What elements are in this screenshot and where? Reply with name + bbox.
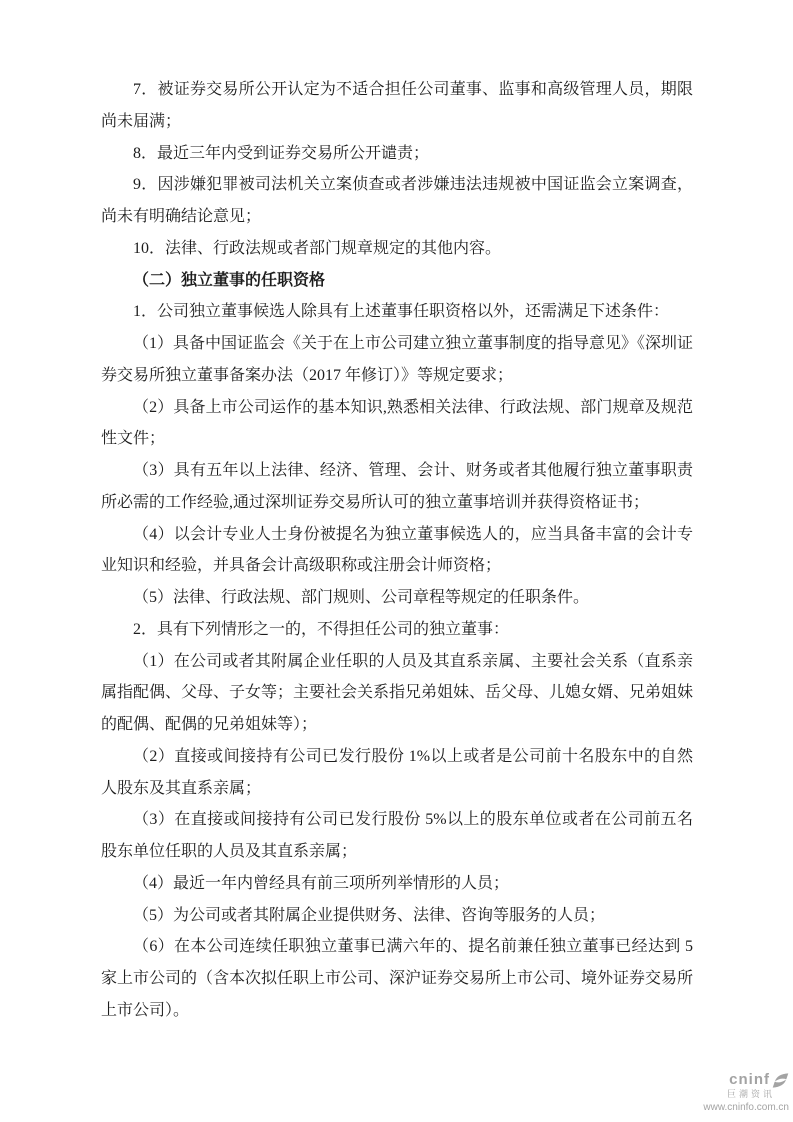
cninfo-watermark [703, 1072, 789, 1113]
paragraph: （3）在直接或间接持有公司已发行股份 5%以上的股东单位或者在公司前五名股东单位任职的人员及其直系亲属； [101, 811, 693, 860]
cninfo-logo-row [703, 1072, 789, 1089]
paragraph: （5）法律、行政法规、部门规则、公司章程等规定的任职条件。 [133, 589, 590, 606]
paragraph: 7．被证券交易所公开认定为不适合担任公司董事、监事和高级管理人员，期限尚未届满； [101, 81, 693, 130]
cninfo-swirl-icon [772, 1072, 789, 1089]
paragraph: （4）最近一年内曾经具有前三项所列举情形的人员； [133, 874, 510, 892]
paragraph: （2）具备上市公司运作的基本知识,熟悉相关法律、行政法规、部门规章及规范性文件； [101, 398, 693, 448]
cninfo-website-url: www.cninfo.com.cn [703, 1102, 789, 1113]
paragraph: 10．法律、行政法规或者部门规章规定的其他内容。 [133, 239, 502, 257]
paragraph: （6）在本公司连续任职独立董事已满六年的、提名前兼任独立董事已经达到 5 家上市公司的（含本次拟任职上市公司、深沪证券交易所上市公司、境外证券交易所上市公司）。 [101, 938, 694, 1019]
paragraph: （5）为公司或者其附属企业提供财务、法律、咨询等服务的人员； [133, 906, 606, 924]
document-body [101, 74, 693, 1027]
paragraph: 9．因涉嫌犯罪被司法机关立案侦查或者涉嫌违法违规被中国证监会立案调查，尚未有明确结论意见； [101, 176, 693, 225]
paragraph: （2）直接或间接持有公司已发行股份 1%以上或者是公司前十名股东中的自然人股东及其直系亲属； [101, 747, 693, 797]
paragraph: （4）以会计专业人士身份被提名为独立董事候选人的，应当具备丰富的会计专业知识和经验，并具备会计高级职称或注册会计师资格； [101, 525, 693, 575]
paragraph: （1）在公司或者其附属企业任职的人员及其直系亲属、主要社会关系（直系亲属指配偶、父母、子女等；主要社会关系指兄弟姐妹、岳父母、儿媳女婿、兄弟姐妹的配偶、配偶的兄弟姐妹等）； [101, 652, 694, 733]
paragraph: 8．最近三年内受到证券交易所公开谴责； [133, 144, 430, 162]
paragraph: 2．具有下列情形之一的，不得担任公司的独立董事： [133, 620, 510, 638]
cninfo-logo-text: cninf [729, 1071, 770, 1089]
paragraph: （3）具有五年以上法律、经济、管理、会计、财务或者其他履行独立董事职责所必需的工作经验,通过深圳证券交易所认可的独立董事培训并获得资格证书； [101, 462, 693, 511]
section-heading: （二）独立董事的任职资格 [133, 271, 326, 289]
paragraph: （1）具备中国证监会《关于在上市公司建立独立董事制度的指导意见》《深圳证券交易所独立董事备案办法（2017 年修订）》等规定要求； [101, 335, 694, 384]
cninfo-chinese-name: 巨潮资讯 [726, 1089, 775, 1100]
paragraph: 1．公司独立董事候选人除具有上述董事任职资格以外，还需满足下述条件： [133, 303, 670, 321]
